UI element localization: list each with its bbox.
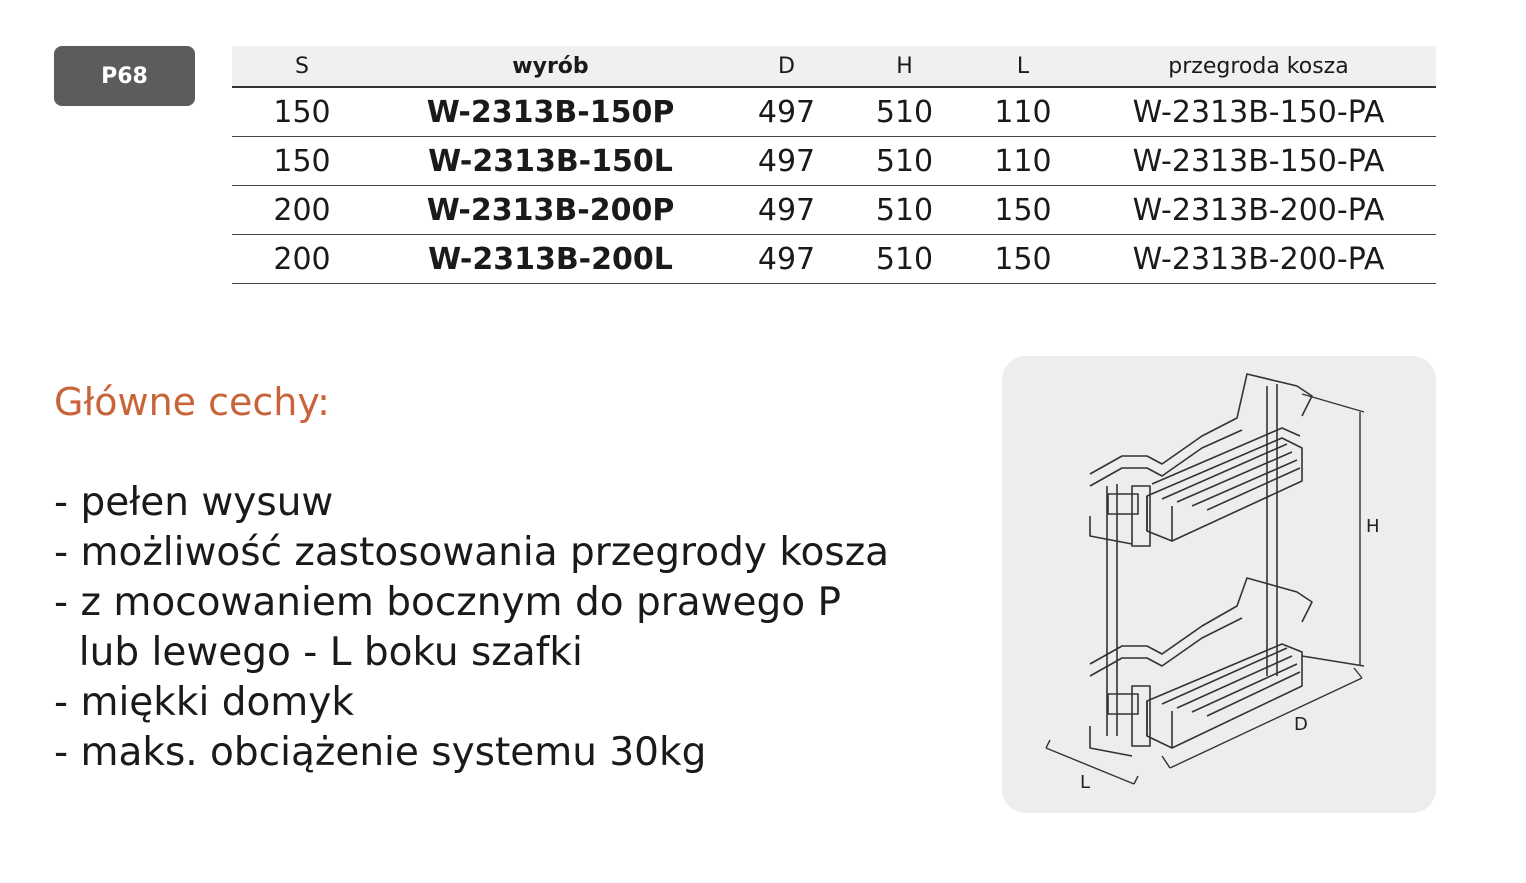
header-divider: przegroda kosza — [1081, 46, 1436, 87]
cell-d: 497 — [729, 235, 844, 284]
feature-item: - pełen wysuw — [54, 480, 334, 525]
feature-item: lub lewego - L boku szafki — [54, 630, 583, 675]
spec-table — [232, 46, 1436, 284]
cell-s: 150 — [232, 87, 372, 137]
cell-s: 200 — [232, 235, 372, 284]
dimension-lines — [1046, 394, 1364, 784]
features-list — [54, 478, 889, 778]
cell-divider: W-2313B-150-PA — [1081, 137, 1436, 186]
feature-item: - miękki domyk — [54, 680, 354, 725]
cell-l: 110 — [965, 137, 1081, 186]
table-row — [232, 137, 1436, 186]
cell-l: 110 — [965, 87, 1081, 137]
feature-item: - możliwość zastosowania przegrody kosza — [54, 530, 890, 575]
cell-d: 497 — [729, 87, 844, 137]
table-header-row — [232, 46, 1436, 87]
cell-divider: W-2313B-150-PA — [1081, 87, 1436, 137]
feature-item: - maks. obciążenie systemu 30kg — [54, 730, 707, 775]
cell-l: 150 — [965, 186, 1081, 235]
features-title: Główne cechy: — [54, 380, 330, 424]
product-code-badge: P68 — [54, 46, 195, 106]
header-d: D — [729, 46, 844, 87]
cell-l: 150 — [965, 235, 1081, 284]
basket-frame — [1090, 374, 1312, 756]
cell-h: 510 — [844, 235, 965, 284]
cell-product: W-2313B-200P — [372, 186, 729, 235]
cell-divider: W-2313B-200-PA — [1081, 235, 1436, 284]
basket-drawing — [1002, 356, 1436, 813]
cell-d: 497 — [729, 137, 844, 186]
header-l: L — [965, 46, 1081, 87]
cell-h: 510 — [844, 87, 965, 137]
cell-h: 510 — [844, 186, 965, 235]
product-illustration — [1002, 356, 1436, 813]
cell-divider: W-2313B-200-PA — [1081, 186, 1436, 235]
cell-h: 510 — [844, 137, 965, 186]
feature-item: - z mocowaniem bocznym do prawego P — [54, 580, 842, 625]
header-h: H — [844, 46, 965, 87]
table-row — [232, 186, 1436, 235]
table-row — [232, 87, 1436, 137]
header-s: S — [232, 46, 372, 87]
table-row — [232, 235, 1436, 284]
cell-s: 150 — [232, 137, 372, 186]
dimension-label-d: D — [1294, 714, 1308, 735]
dimension-label-l: L — [1080, 772, 1091, 793]
cell-product: W-2313B-150L — [372, 137, 729, 186]
cell-product: W-2313B-150P — [372, 87, 729, 137]
cell-d: 497 — [729, 186, 844, 235]
header-product: wyrób — [372, 46, 729, 87]
cell-product: W-2313B-200L — [372, 235, 729, 284]
dimension-label-h: H — [1366, 516, 1380, 537]
cell-s: 200 — [232, 186, 372, 235]
